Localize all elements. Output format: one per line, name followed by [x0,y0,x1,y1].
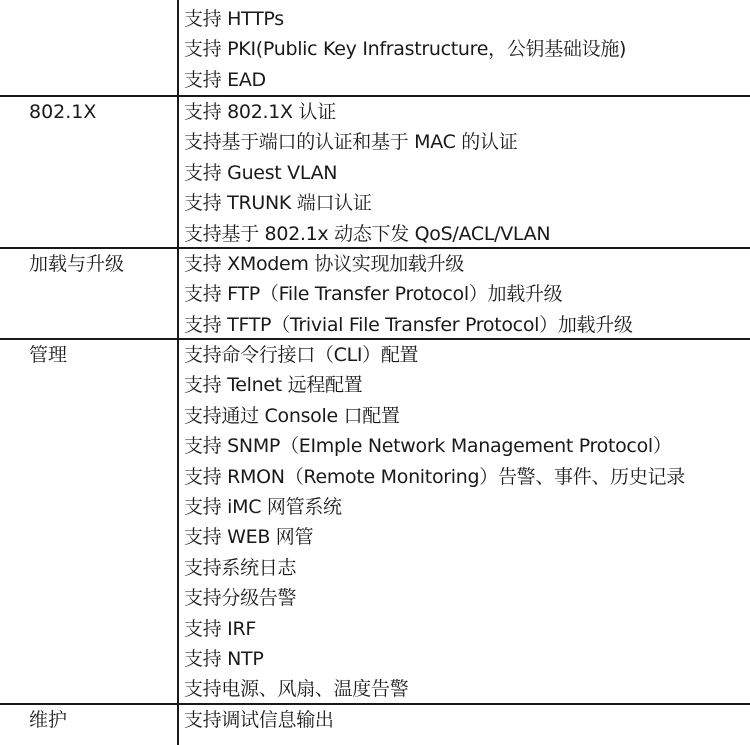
spec-item: 支持基于端口的认证和基于 MAC 的认证 [184,131,518,154]
spec-item: 支持 IRF [184,617,256,640]
spec-item: 支持 Telnet 远程配置 [184,374,363,397]
category-cell: 加载与升级 [29,253,125,275]
items-cell [177,0,750,95]
spec-item: 支持 Guest VLAN [184,161,338,184]
category-cell: 维护 [29,709,68,731]
spec-item: 支持 TRUNK 端口认证 [184,192,372,215]
table-section-8021x [0,97,750,249]
category-cell: 802.1X [29,101,97,123]
spec-item: 支持 EAD [184,68,266,91]
spec-item: 支持 TFTP（Trivial File Transfer Protocol）加载升级 [184,313,633,336]
spec-item: 支持电源、风扇、温度告警 [184,678,409,701]
spec-item: 支持 FTP（File Transfer Protocol）加载升级 [184,283,563,306]
spec-item: 支持系统日志 [184,556,297,579]
spec-item: 支持 SNMP（EImple Network Management Protocol） [184,435,672,458]
spec-item: 支持 WEB 网管 [184,526,314,549]
table-section-load-upgrade [0,249,750,340]
items-cell [177,340,750,703]
spec-item: 支持命令行接口（CLI）配置 [184,344,419,366]
spec-item: 支持通过 Console 口配置 [184,404,400,427]
items-cell [177,249,750,338]
spec-item: 支持调试信息输出 [184,709,334,731]
category-cell [0,0,177,95]
spec-item: 支持 NTP [184,648,264,671]
spec-item: 支持 PKI(Public Key Infrastructure，公钥基础设施) [184,38,627,61]
items-cell [177,705,750,745]
table-section-management [0,340,750,705]
items-cell [177,97,750,247]
spec-item: 支持基于 802.1x 动态下发 QoS/ACL/VLAN [184,222,551,245]
spec-item: 支持 XModem 协议实现加载升级 [184,253,464,275]
spec-item: 支持 iMC 网管系统 [184,496,342,519]
spec-item: 支持 RMON（Remote Monitoring）告警、事件、历史记录 [184,465,685,488]
table-section-security-continued [0,0,750,97]
category-cell: 管理 [29,344,68,366]
spec-item: 支持 802.1X 认证 [184,101,336,123]
spec-item: 支持分级告警 [184,587,297,610]
spec-item: 支持 HTTPs [184,8,284,30]
table-section-maintenance [0,705,750,745]
